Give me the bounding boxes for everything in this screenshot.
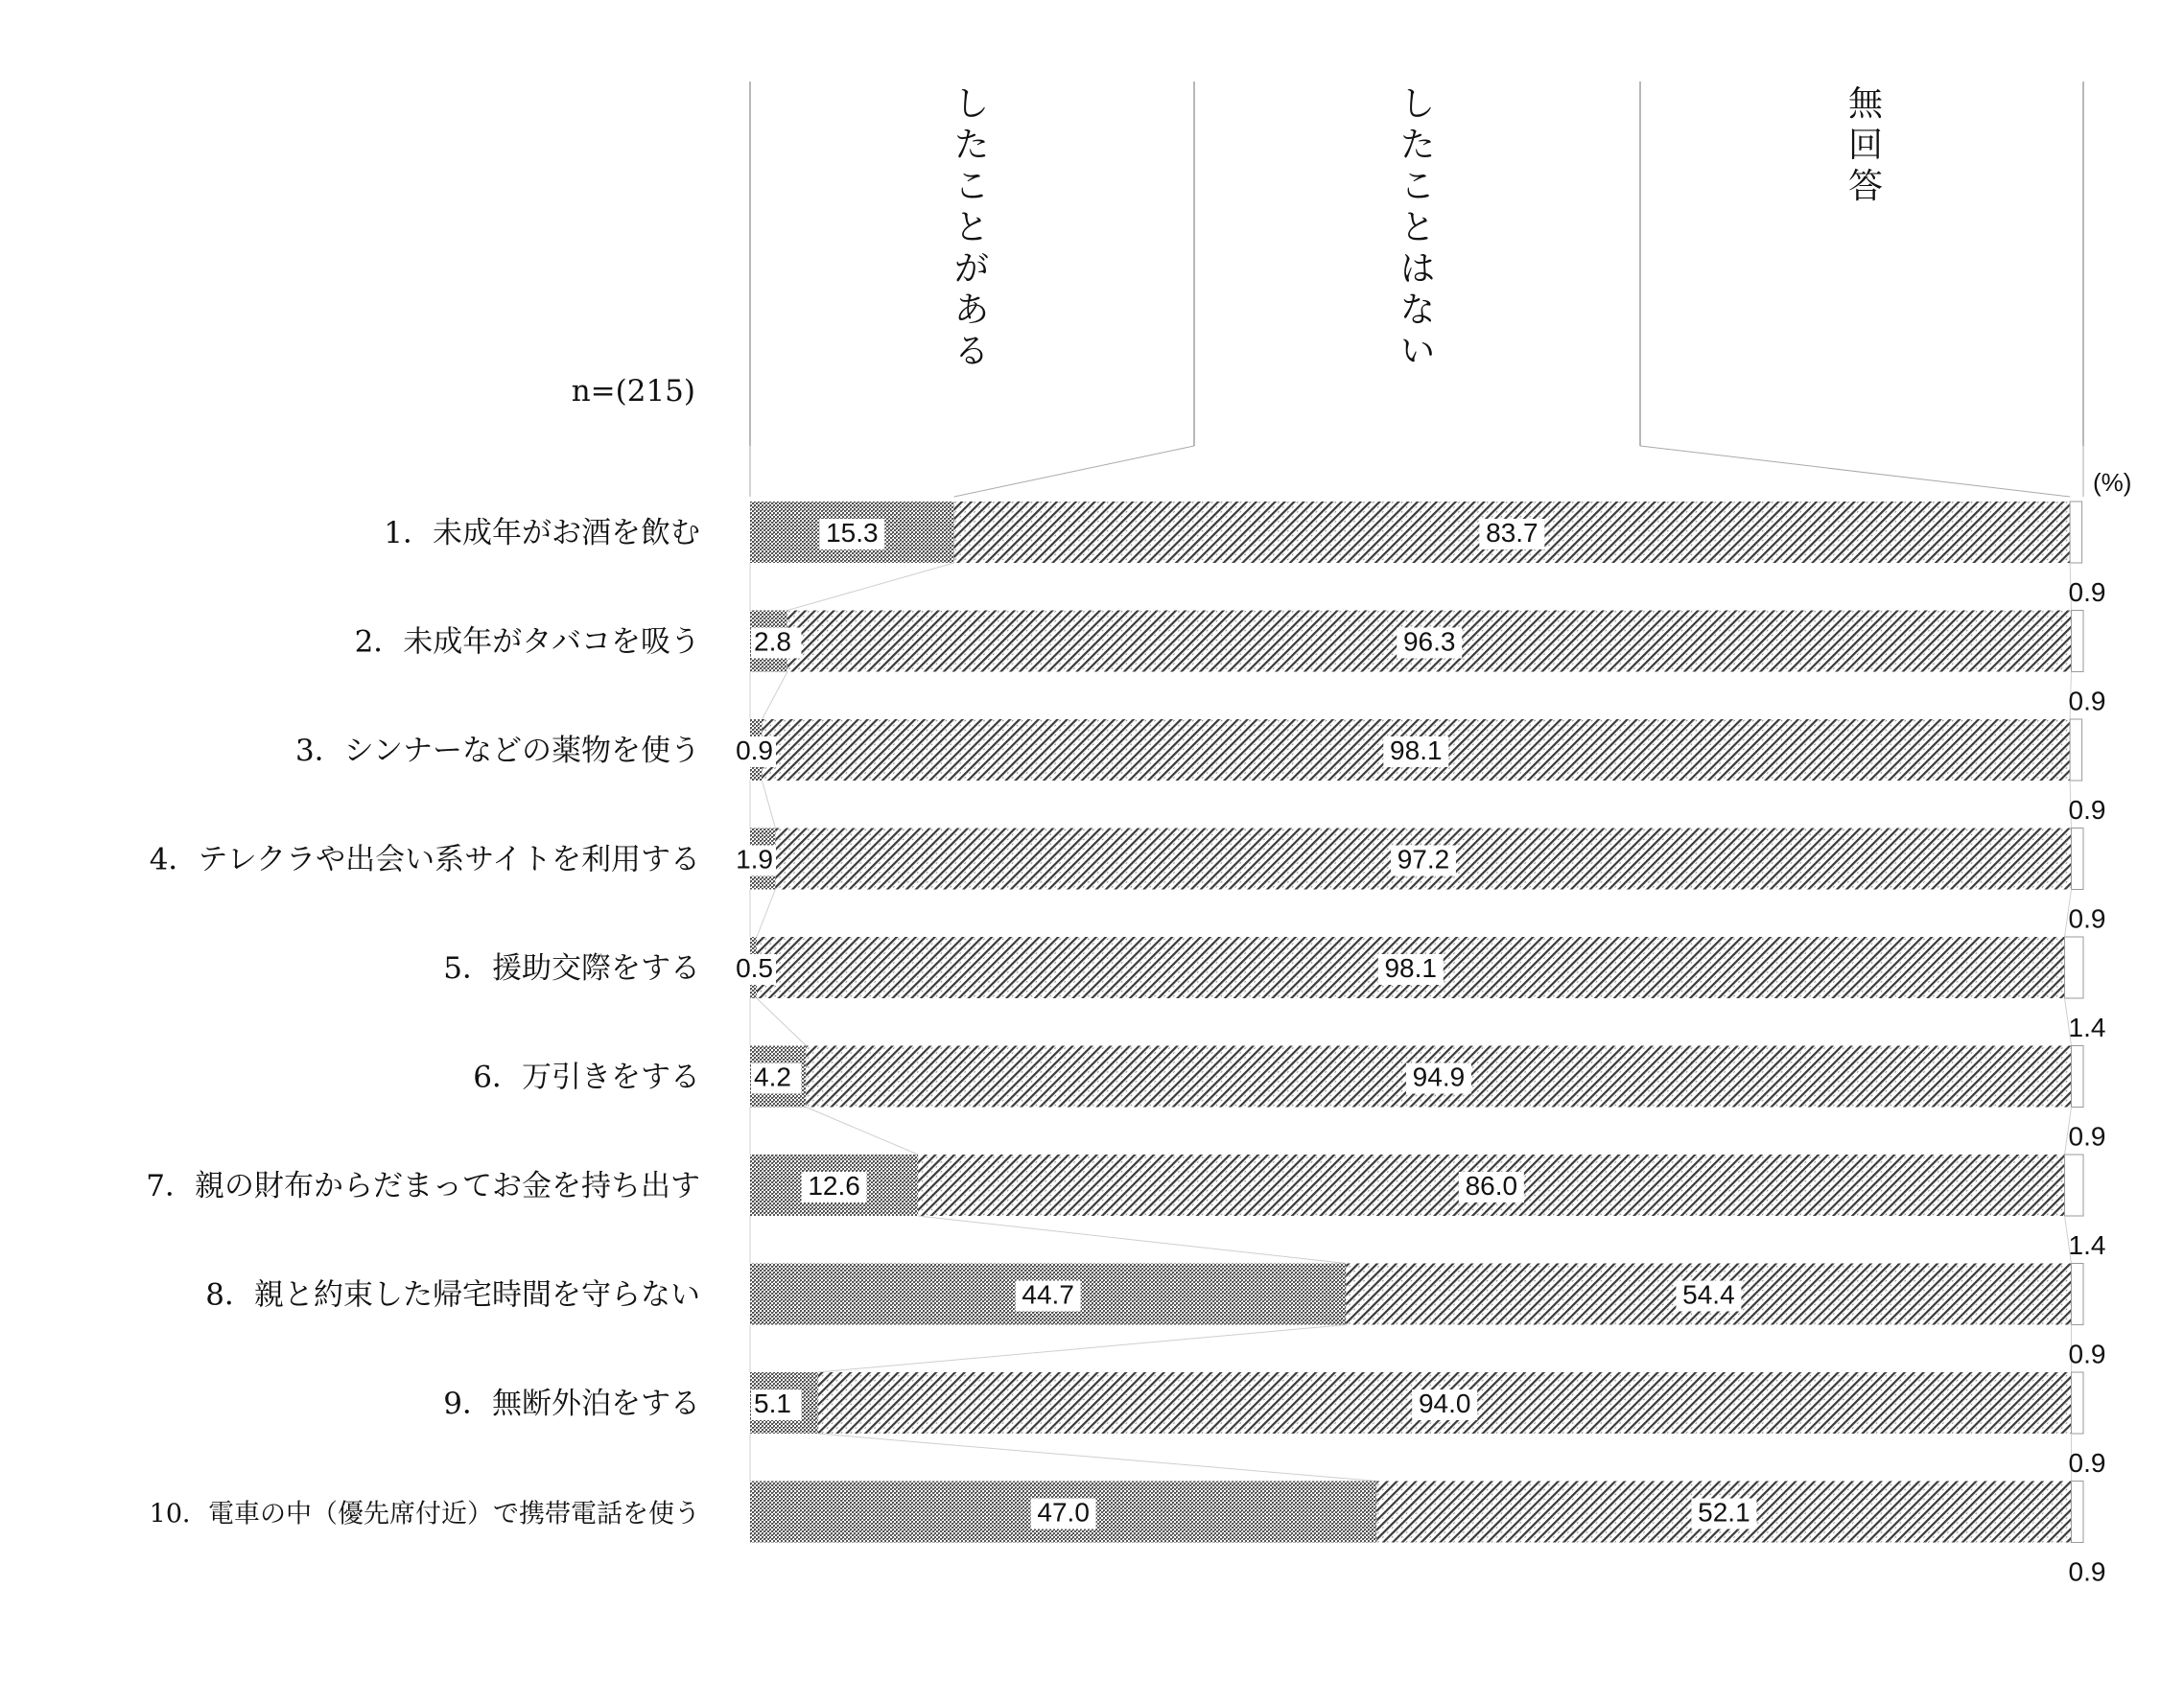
value-label-text: 15.3 [826,518,879,548]
value-label-never [1397,627,1462,659]
row-connector-line [757,890,775,938]
value-label-never [1383,735,1448,767]
value-label-text: 12.6 [808,1171,860,1201]
bar-segment-3 [2065,1155,2083,1216]
bar-segment-3 [2071,1264,2083,1325]
value-label-text: 0.5 [736,953,773,983]
category-label: 2．未成年がタバコを吸う [354,624,700,660]
bar-segment-3 [2071,1046,2083,1108]
value-label-no-answer: 0.9 [2068,1556,2106,1587]
value-label-have [726,735,777,767]
category-label: 9．無断外泊をする [443,1387,700,1421]
legend-headers [954,84,1884,371]
value-label-no-answer: 0.9 [2068,1121,2106,1152]
row-connector-line [918,1216,1346,1264]
bar-segment-3 [2071,1372,2083,1434]
legend-header-char: 回 [1847,126,1884,165]
value-label-text: 86.0 [1465,1171,1518,1201]
row-connector-line [818,1325,1346,1373]
value-label-have [726,845,777,876]
value-label-have [751,1062,802,1094]
value-label-never [1676,1280,1741,1312]
legend-header-2 [1400,84,1435,371]
value-label-text: 94.9 [1412,1062,1466,1092]
value-label-never [1691,1498,1756,1529]
value-label-no-answer: 1.4 [2068,1013,2106,1042]
legend-header-char: る [953,332,990,371]
bar-segment-3 [2070,502,2082,563]
legend-header-char: 答 [1847,167,1884,206]
value-label-have [819,518,884,549]
bar-segment-3 [2071,611,2083,672]
category-label: 4．テレクラや出会い系サイトを利用する [149,842,700,877]
legend-header-char: 無 [1847,84,1884,124]
sample-size-label: n=(215) [571,374,695,409]
legend-header-char: と [1399,208,1436,247]
header-connector-line [954,446,1194,497]
row-connector-line [757,998,806,1046]
value-label-have [726,953,777,985]
value-label-text: 1.9 [736,844,773,875]
legend-header-1 [954,84,989,371]
value-label-have [1031,1498,1096,1529]
legend-header-char: は [1399,249,1436,289]
bar-segment-3 [2071,1482,2083,1543]
value-label-have [802,1171,867,1202]
value-label-never [1412,1389,1477,1420]
bar-segment-3 [2065,937,2083,998]
value-label-text: 98.1 [1390,735,1443,765]
value-label-no-answer: 0.9 [2068,686,2106,716]
category-label: 6．万引きをする [473,1060,700,1095]
legend-header-char: あ [953,291,990,330]
value-label-text: 83.7 [1486,518,1538,548]
value-label-never [1378,953,1444,985]
row-connector-line [818,1434,1376,1482]
legend-header-char: こ [953,167,990,206]
category-label: 8．親と約束した帰宅時間を守らない [205,1277,700,1313]
unit-label: (%) [2093,468,2132,497]
value-label-text: 0.9 [736,735,773,765]
value-label-text: 98.1 [1384,953,1437,983]
category-label: 10．電車の中（優先席付近）で携帯電話を使う [149,1499,700,1529]
category-labels [146,516,700,1529]
legend-header-char: と [953,208,990,247]
value-label-no-answer: 0.9 [2068,1339,2106,1369]
value-label-text: 96.3 [1402,626,1456,657]
bar-segment-3 [2071,829,2083,890]
value-label-never [1479,518,1544,549]
value-label-never [1459,1171,1524,1202]
category-label: 5．援助交際をする [443,951,700,986]
value-label-have [751,627,802,659]
legend-header-char: が [953,249,990,289]
value-label-text: 94.0 [1418,1389,1471,1418]
value-label-no-answer: 0.9 [2068,903,2106,934]
value-label-no-answer: 0.9 [2068,1448,2106,1478]
value-label-never [1391,845,1456,876]
legend-header-char: い [1399,332,1436,371]
value-label-text: 44.7 [1022,1279,1074,1310]
legend-header-char: た [953,126,990,165]
legend-header-char: た [1399,126,1436,165]
value-label-text: 52.1 [1698,1497,1750,1528]
value-label-text: 54.4 [1682,1279,1735,1310]
row-connector-line [763,781,776,829]
legend-header-char: こ [1399,167,1436,206]
value-label-text: 5.1 [754,1389,791,1418]
value-label-text: 2.8 [754,626,791,657]
category-label: 3．シンナーなどの薬物を使う [295,734,700,768]
row-connector-line [763,672,787,720]
value-label-text: 4.2 [754,1062,791,1092]
value-label-never [1406,1062,1471,1094]
row-connector-line [806,1108,918,1156]
legend-header-char: な [1399,291,1436,330]
value-label-text: 97.2 [1397,844,1450,875]
bar-segment-3 [2070,719,2082,781]
value-label-have [751,1389,802,1420]
category-label: 7．親の財布からだまってお金を持ち出す [146,1169,700,1203]
legend-header-char: し [1399,84,1436,124]
legend-header-3 [1848,84,1884,206]
value-label-no-answer: 0.9 [2068,795,2106,825]
category-label: 1．未成年がお酒を飲む [384,516,700,550]
value-label-no-answer: 1.4 [2068,1230,2106,1260]
value-label-have [1016,1280,1081,1312]
legend-header-char: し [953,84,990,124]
row-connector-line [787,563,954,611]
value-label-text: 47.0 [1037,1497,1090,1528]
header-connector-line [1640,446,2070,497]
value-label-no-answer: 0.9 [2068,577,2106,607]
